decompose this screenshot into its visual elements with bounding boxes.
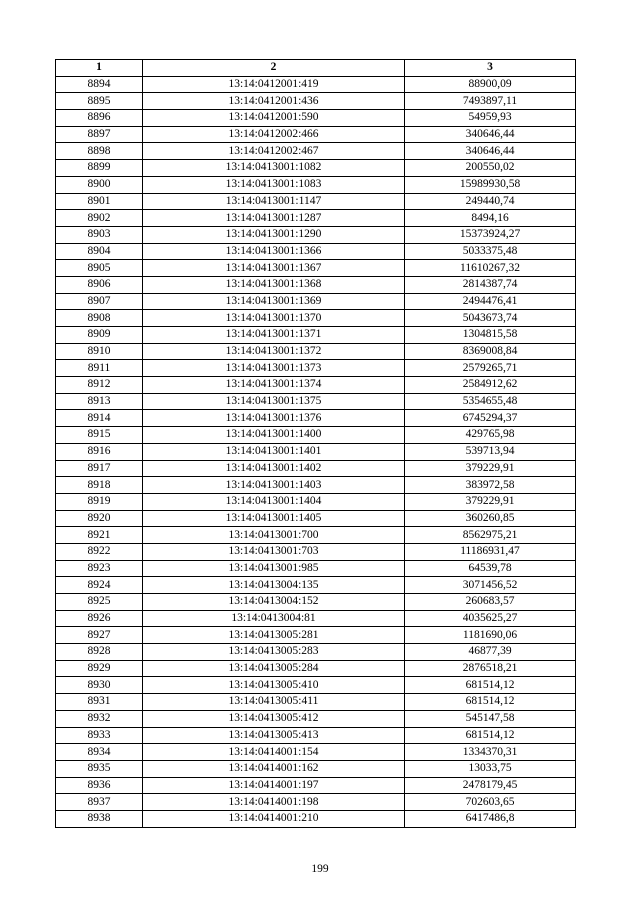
cadastral-number-cell: 13:14:0413001:1290: [143, 226, 405, 243]
row-number-cell: 8927: [56, 627, 143, 644]
row-number-cell: 8934: [56, 744, 143, 761]
cadastral-number-cell: 13:14:0413001:1369: [143, 293, 405, 310]
row-number-cell: 8926: [56, 610, 143, 627]
cadastral-number-cell: 13:14:0413001:1400: [143, 427, 405, 444]
value-cell: 1304815,58: [405, 327, 576, 344]
cadastral-number-cell: 13:14:0412002:466: [143, 126, 405, 143]
value-cell: 260683,57: [405, 594, 576, 611]
row-number-cell: 8913: [56, 393, 143, 410]
value-cell: 64539,78: [405, 560, 576, 577]
cadastral-number-cell: 13:14:0413001:985: [143, 560, 405, 577]
value-cell: 2478179,45: [405, 777, 576, 794]
row-number-cell: 8908: [56, 310, 143, 327]
cadastral-number-cell: 13:14:0413005:411: [143, 694, 405, 711]
value-cell: 5354655,48: [405, 393, 576, 410]
cadastral-number-cell: 13:14:0413001:1402: [143, 460, 405, 477]
table-row: [56, 193, 576, 210]
row-number-cell: 8904: [56, 243, 143, 260]
table-row: [56, 210, 576, 227]
row-number-cell: 8898: [56, 143, 143, 160]
value-cell: 340646,44: [405, 126, 576, 143]
row-number-cell: 8896: [56, 110, 143, 127]
cadastral-number-cell: 13:14:0413001:1370: [143, 310, 405, 327]
cadastral-number-cell: 13:14:0413001:1371: [143, 327, 405, 344]
cadastral-number-cell: 13:14:0413001:703: [143, 543, 405, 560]
cadastral-number-cell: 13:14:0413005:281: [143, 627, 405, 644]
cadastral-number-cell: 13:14:0413001:1083: [143, 176, 405, 193]
value-cell: 2584912,62: [405, 377, 576, 394]
value-cell: 88900,09: [405, 76, 576, 93]
value-cell: 200550,02: [405, 160, 576, 177]
row-number-cell: 8929: [56, 660, 143, 677]
table-row: [56, 343, 576, 360]
cadastral-number-cell: 13:14:0413001:1376: [143, 410, 405, 427]
value-cell: 681514,12: [405, 694, 576, 711]
value-cell: 539713,94: [405, 443, 576, 460]
table-header-row: [56, 60, 576, 77]
table-body: [56, 76, 576, 827]
row-number-cell: 8936: [56, 777, 143, 794]
row-number-cell: 8914: [56, 410, 143, 427]
cadastral-number-cell: 13:14:0414001:210: [143, 810, 405, 827]
table-row: [56, 443, 576, 460]
value-cell: 5043673,74: [405, 310, 576, 327]
table-row: [56, 710, 576, 727]
row-number-cell: 8935: [56, 760, 143, 777]
row-number-cell: 8897: [56, 126, 143, 143]
cadastral-number-cell: 13:14:0413004:81: [143, 610, 405, 627]
table-row: [56, 493, 576, 510]
row-number-cell: 8910: [56, 343, 143, 360]
table-row: [56, 760, 576, 777]
row-number-cell: 8901: [56, 193, 143, 210]
value-cell: 1334370,31: [405, 744, 576, 761]
table-row: [56, 527, 576, 544]
row-number-cell: 8909: [56, 327, 143, 344]
value-cell: 3071456,52: [405, 577, 576, 594]
row-number-cell: 8922: [56, 543, 143, 560]
table-row: [56, 110, 576, 127]
value-cell: 429765,98: [405, 427, 576, 444]
row-number-cell: 8899: [56, 160, 143, 177]
cadastral-number-cell: 13:14:0413001:1375: [143, 393, 405, 410]
table-row: [56, 76, 576, 93]
value-cell: 2494476,41: [405, 293, 576, 310]
cadastral-number-cell: 13:14:0413004:135: [143, 577, 405, 594]
table-row: [56, 627, 576, 644]
row-number-cell: 8903: [56, 226, 143, 243]
cadastral-number-cell: 13:14:0413001:1082: [143, 160, 405, 177]
column-header-2: 2: [143, 60, 405, 77]
cadastral-number-cell: 13:14:0414001:198: [143, 794, 405, 811]
row-number-cell: 8930: [56, 677, 143, 694]
cadastral-number-cell: 13:14:0413001:1366: [143, 243, 405, 260]
table-row: [56, 577, 576, 594]
table-row: [56, 810, 576, 827]
table-row: [56, 293, 576, 310]
row-number-cell: 8919: [56, 493, 143, 510]
table-row: [56, 276, 576, 293]
cadastral-number-cell: 13:14:0413001:1374: [143, 377, 405, 394]
cadastral-number-cell: 13:14:0413001:1367: [143, 260, 405, 277]
row-number-cell: 8925: [56, 594, 143, 611]
row-number-cell: 8921: [56, 527, 143, 544]
table-row: [56, 744, 576, 761]
cadastral-number-cell: 13:14:0413001:1401: [143, 443, 405, 460]
table-row: [56, 427, 576, 444]
value-cell: 6745294,37: [405, 410, 576, 427]
value-cell: 54959,93: [405, 110, 576, 127]
table-row: [56, 377, 576, 394]
table-row: [56, 677, 576, 694]
value-cell: 4035625,27: [405, 610, 576, 627]
value-cell: 360260,85: [405, 510, 576, 527]
value-cell: 249440,74: [405, 193, 576, 210]
cadastral-number-cell: 13:14:0414001:162: [143, 760, 405, 777]
value-cell: 11186931,47: [405, 543, 576, 560]
value-cell: 15373924,27: [405, 226, 576, 243]
cadastral-number-cell: 13:14:0413005:412: [143, 710, 405, 727]
cadastral-number-cell: 13:14:0413001:1147: [143, 193, 405, 210]
row-number-cell: 8938: [56, 810, 143, 827]
cadastral-number-cell: 13:14:0412002:467: [143, 143, 405, 160]
cadastral-number-cell: 13:14:0413005:410: [143, 677, 405, 694]
column-header-1: 1: [56, 60, 143, 77]
value-cell: 8494,16: [405, 210, 576, 227]
table-row: [56, 560, 576, 577]
table-row: [56, 393, 576, 410]
value-cell: 8369008,84: [405, 343, 576, 360]
value-cell: 702603,65: [405, 794, 576, 811]
cadastral-number-cell: 13:14:0413001:1368: [143, 276, 405, 293]
row-number-cell: 8920: [56, 510, 143, 527]
cadastral-number-cell: 13:14:0413001:1405: [143, 510, 405, 527]
value-cell: 8562975,21: [405, 527, 576, 544]
page-number: 199: [311, 863, 329, 875]
cadastral-number-cell: 13:14:0413001:1372: [143, 343, 405, 360]
row-number-cell: 8918: [56, 477, 143, 494]
table-row: [56, 327, 576, 344]
table-row: [56, 93, 576, 110]
data-table: [55, 59, 576, 828]
cadastral-number-cell: 13:14:0412001:436: [143, 93, 405, 110]
value-cell: 340646,44: [405, 143, 576, 160]
table-row: [56, 126, 576, 143]
row-number-cell: 8933: [56, 727, 143, 744]
value-cell: 2876518,21: [405, 660, 576, 677]
row-number-cell: 8937: [56, 794, 143, 811]
table-row: [56, 660, 576, 677]
row-number-cell: 8900: [56, 176, 143, 193]
row-number-cell: 8906: [56, 276, 143, 293]
table-row: [56, 176, 576, 193]
row-number-cell: 8905: [56, 260, 143, 277]
table-row: [56, 160, 576, 177]
value-cell: 7493897,11: [405, 93, 576, 110]
cadastral-number-cell: 13:14:0413005:413: [143, 727, 405, 744]
value-cell: 383972,58: [405, 477, 576, 494]
value-cell: 681514,12: [405, 677, 576, 694]
table-row: [56, 644, 576, 661]
value-cell: 681514,12: [405, 727, 576, 744]
value-cell: 379229,91: [405, 493, 576, 510]
row-number-cell: 8902: [56, 210, 143, 227]
cadastral-number-cell: 13:14:0413001:1403: [143, 477, 405, 494]
table-row: [56, 543, 576, 560]
row-number-cell: 8916: [56, 443, 143, 460]
cadastral-number-cell: 13:14:0412001:419: [143, 76, 405, 93]
column-header-3: 3: [405, 60, 576, 77]
table-row: [56, 510, 576, 527]
cadastral-number-cell: 13:14:0413001:1404: [143, 493, 405, 510]
table-row: [56, 777, 576, 794]
table-row: [56, 477, 576, 494]
table-row: [56, 226, 576, 243]
value-cell: 379229,91: [405, 460, 576, 477]
row-number-cell: 8911: [56, 360, 143, 377]
table-row: [56, 460, 576, 477]
value-cell: 5033375,48: [405, 243, 576, 260]
cadastral-number-cell: 13:14:0412001:590: [143, 110, 405, 127]
row-number-cell: 8894: [56, 76, 143, 93]
table-row: [56, 360, 576, 377]
row-number-cell: 8917: [56, 460, 143, 477]
cadastral-number-cell: 13:14:0413005:284: [143, 660, 405, 677]
cadastral-number-cell: 13:14:0413001:700: [143, 527, 405, 544]
cadastral-number-cell: 13:14:0414001:154: [143, 744, 405, 761]
cadastral-number-cell: 13:14:0413001:1287: [143, 210, 405, 227]
row-number-cell: 8931: [56, 694, 143, 711]
row-number-cell: 8912: [56, 377, 143, 394]
value-cell: 15989930,58: [405, 176, 576, 193]
value-cell: 545147,58: [405, 710, 576, 727]
table-row: [56, 143, 576, 160]
table-row: [56, 243, 576, 260]
value-cell: 2814387,74: [405, 276, 576, 293]
cadastral-number-cell: 13:14:0413001:1373: [143, 360, 405, 377]
row-number-cell: 8928: [56, 644, 143, 661]
table-row: [56, 694, 576, 711]
value-cell: 2579265,71: [405, 360, 576, 377]
table-row: [56, 310, 576, 327]
value-cell: 46877,39: [405, 644, 576, 661]
row-number-cell: 8932: [56, 710, 143, 727]
table-row: [56, 410, 576, 427]
table-row: [56, 794, 576, 811]
cadastral-number-cell: 13:14:0413004:152: [143, 594, 405, 611]
cadastral-number-cell: 13:14:0413005:283: [143, 644, 405, 661]
table-row: [56, 727, 576, 744]
value-cell: 1181690,06: [405, 627, 576, 644]
table-row: [56, 610, 576, 627]
row-number-cell: 8924: [56, 577, 143, 594]
row-number-cell: 8915: [56, 427, 143, 444]
value-cell: 11610267,32: [405, 260, 576, 277]
row-number-cell: 8895: [56, 93, 143, 110]
row-number-cell: 8907: [56, 293, 143, 310]
table-row: [56, 594, 576, 611]
value-cell: 6417486,8: [405, 810, 576, 827]
cadastral-number-cell: 13:14:0414001:197: [143, 777, 405, 794]
value-cell: 13033,75: [405, 760, 576, 777]
table-row: [56, 260, 576, 277]
row-number-cell: 8923: [56, 560, 143, 577]
